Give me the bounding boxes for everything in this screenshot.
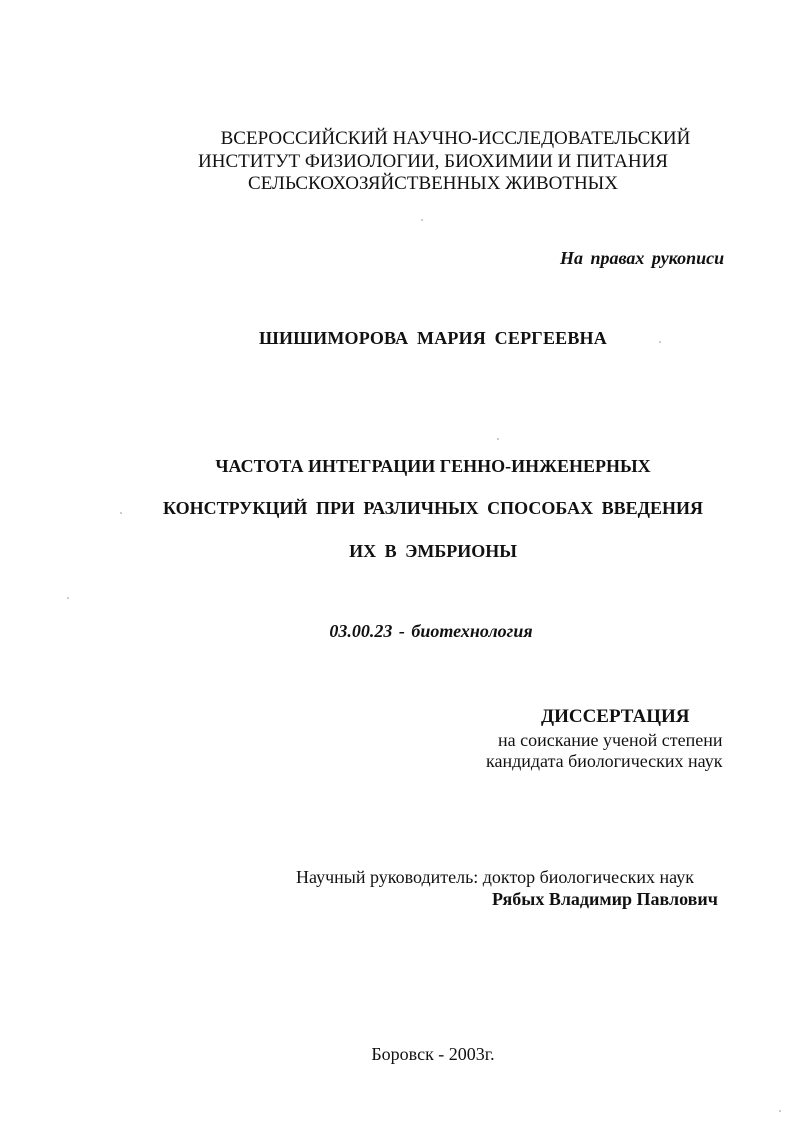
scan-speck (779, 1110, 781, 1112)
institute-name-line-1: ВСЕРОССИЙСКИЙ НАУЧНО-ИССЛЕДОВАТЕЛЬСКИЙ (220, 128, 691, 149)
scan-speck (67, 597, 69, 599)
institute-name-line-2: ИНСТИТУТ ФИЗИОЛОГИИ, БИОХИМИИ И ПИТАНИЯ (198, 151, 668, 172)
specialty-code: 03.00.23 - биотехнология (329, 621, 533, 641)
author-name: ШИШИМОРОВА МАРИЯ СЕРГЕЕВНА (259, 328, 607, 348)
scan-speck (421, 219, 423, 221)
scan-speck (659, 341, 661, 343)
scan-speck (497, 438, 499, 440)
thesis-title-line-2: КОНСТРУКЦИЙ ПРИ РАЗЛИЧНЫХ СПОСОБАХ ВВЕДЕНИЯ (163, 498, 703, 518)
degree-line-1: на соискание ученой степени (498, 730, 723, 750)
supervisor-label: Научный руководитель: доктор биологических наук (296, 867, 694, 887)
supervisor-name: Рябых Владимир Павлович (492, 889, 718, 909)
place-and-year: Боровск - 2003г. (371, 1044, 495, 1064)
thesis-title-line-1: ЧАСТОТА ИНТЕГРАЦИИ ГЕННО-ИНЖЕНЕРНЫХ (215, 456, 651, 476)
thesis-title-line-3: ИХ В ЭМБРИОНЫ (349, 541, 517, 561)
scan-speck (120, 512, 122, 514)
degree-line-2: кандидата биологических наук (486, 751, 723, 771)
institute-name-line-3: СЕЛЬСКОХОЗЯЙСТВЕННЫХ ЖИВОТНЫХ (248, 173, 618, 194)
manuscript-rights-note: На правах рукописи (560, 248, 725, 268)
dissertation-heading: ДИССЕРТАЦИЯ (541, 706, 690, 727)
